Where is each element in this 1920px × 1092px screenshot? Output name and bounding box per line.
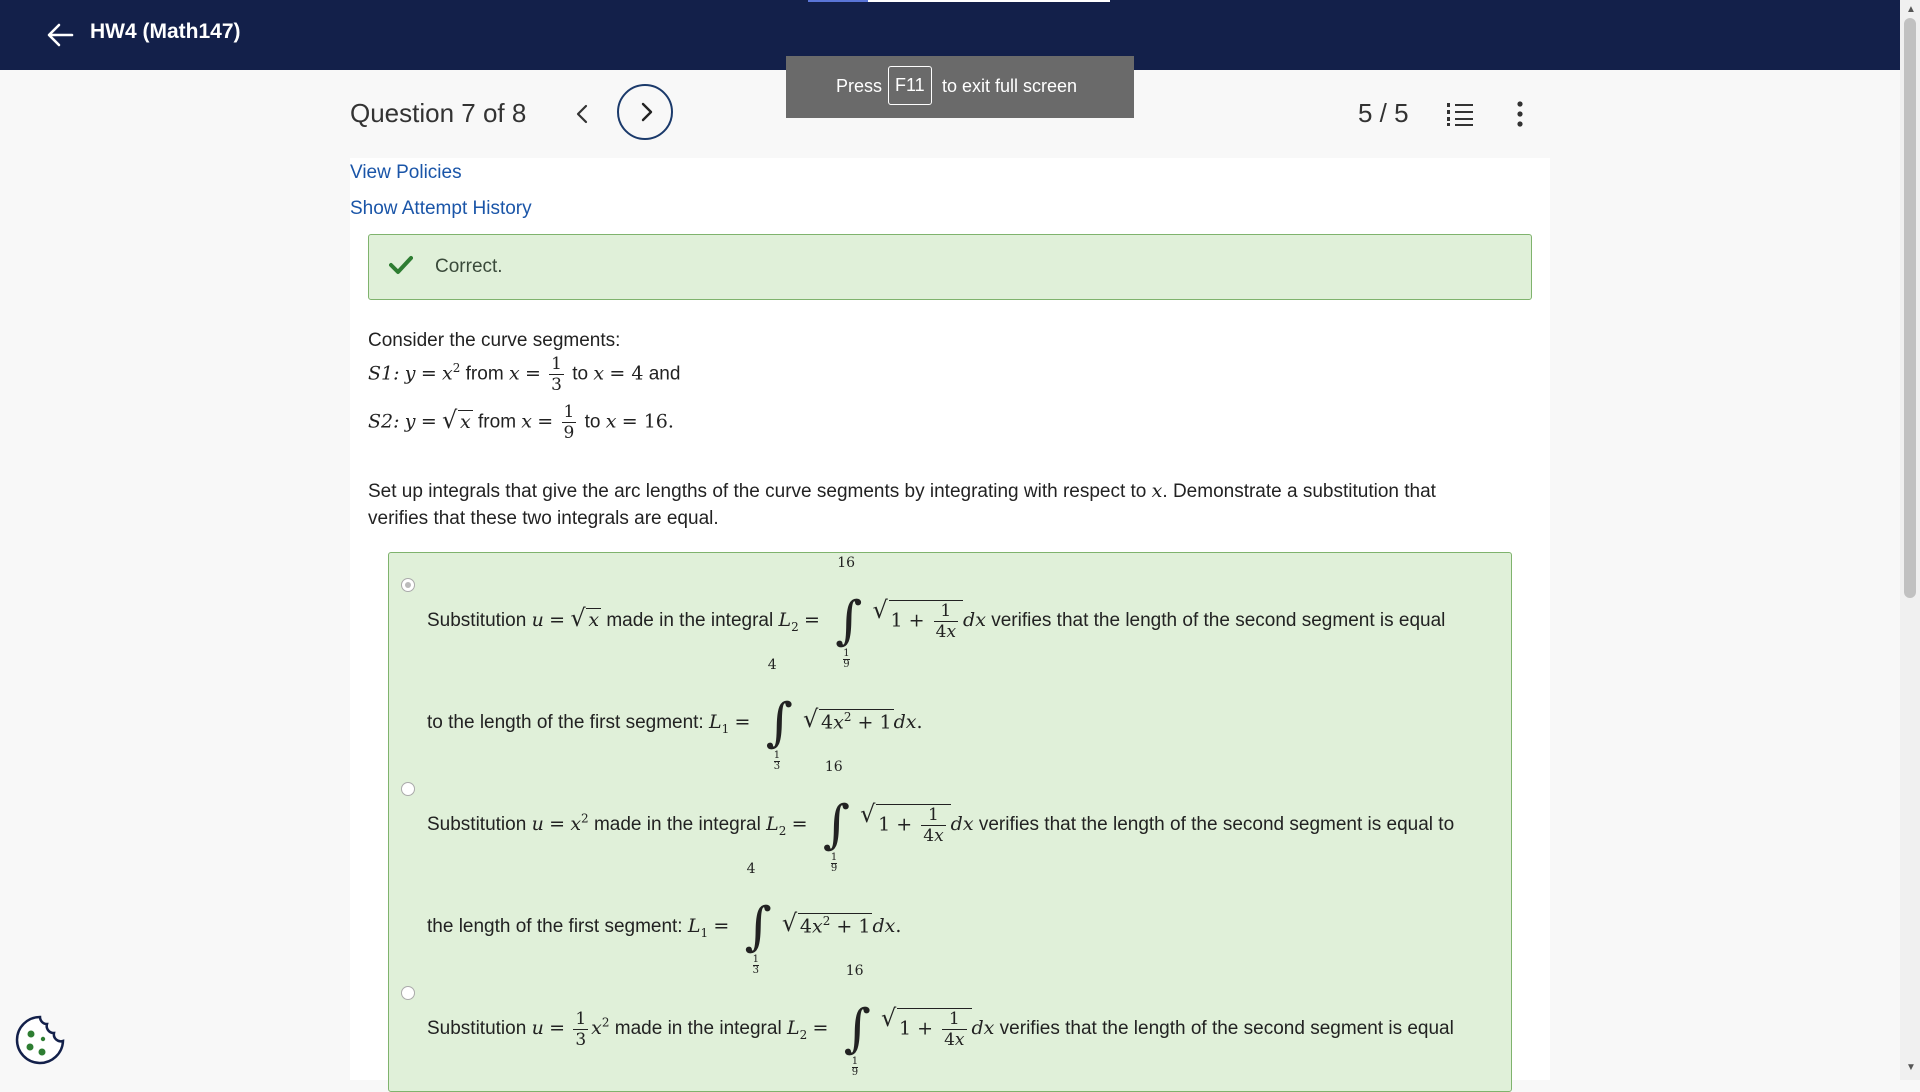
s1-to: to: [572, 363, 589, 385]
s2-from: from: [478, 411, 517, 433]
option-2-line1[interactable]: Substitution $u = x^2$ made in the integral $L_2$ = 16 ∫ 1 9 √ 1 + $\frac{1}{4x}$ dx verifies that the length of the second segment is equal to: [427, 759, 1455, 874]
chevron-right-icon: [634, 100, 658, 124]
option-2-line2[interactable]: the length of the first segment: $L_1$ = 4 ∫ 1 3 √ $4x^2 + 1$ dx.: [427, 861, 902, 976]
cookie-settings-icon[interactable]: [14, 1014, 66, 1066]
feedback-text: Correct.: [435, 256, 503, 277]
s1-from: from: [465, 363, 504, 385]
page-scrollbar[interactable]: [1900, 0, 1920, 1080]
view-policies-link[interactable]: View Policies: [350, 162, 462, 183]
score-display: 5 / 5: [1358, 98, 1409, 128]
fullscreen-toast: [786, 56, 1134, 118]
loading-bar: [808, 0, 1110, 2]
question-content: [350, 158, 1550, 1080]
back-arrow-icon[interactable]: [46, 22, 74, 48]
option-1-line2[interactable]: to the length of the first segment: $L_1$ = 4 ∫ 1 3 √ $4x^2 + 1$ dx.: [427, 657, 923, 772]
option-1-line1[interactable]: Substitution u = √ x made in the integral $L_2$ = 16 ∫ 1 9 √ 1 + $\frac{1}{4x}$ dx verifies that the length of the second segment is equal: [427, 555, 1446, 670]
next-question-button[interactable]: [617, 84, 673, 140]
toast-press-text: Press: [836, 76, 883, 96]
s1-label: S1:: [368, 362, 400, 385]
segment-s2: S2: y = √ x from x = $\frac{1}{9}$ to x = 16.: [368, 402, 674, 443]
question-label: Question 7 of 8: [350, 98, 527, 128]
toast-key: F11: [888, 66, 932, 105]
s1-and: and: [648, 363, 681, 385]
checkmark-icon: [389, 255, 413, 275]
more-options-icon[interactable]: [1508, 100, 1532, 128]
assignment-title: HW4 (Math147): [90, 20, 241, 43]
question-prompt-line2: verifies that these two integrals are equal.: [368, 508, 719, 529]
toast-exit-text: to exit full screen: [942, 76, 1078, 96]
question-prompt-line1: Set up integrals that give the arc lengths of the curve segments by integrating with respect to x. Demonstrate a substitution that: [368, 480, 1436, 502]
show-attempt-history-link[interactable]: Show Attempt History: [350, 198, 532, 219]
correct-feedback-banner: [368, 234, 1532, 300]
scroll-up-icon[interactable]: ▲: [1906, 4, 1916, 15]
scroll-down-icon[interactable]: ▼: [1906, 1062, 1916, 1073]
previous-question-button[interactable]: [566, 98, 598, 130]
s2-to: to: [584, 411, 601, 433]
option-3-radio[interactable]: [401, 986, 415, 1000]
question-intro: Consider the curve segments:: [368, 330, 621, 351]
answer-options: [388, 552, 1512, 1092]
segment-s1: S1: $y = x^2$ from x = $\frac{1}{3}$ to x = 4 and: [368, 354, 681, 395]
option-3-line1[interactable]: Substitution u = $\frac{1}{3}$ $x^2$ made in the integral $L_2$ = 16 ∫ 1 9 √ 1 + $\frac{1}{4x}$ dx verifies that the length of the second segment is equal: [427, 963, 1454, 1078]
question-list-icon[interactable]: [1446, 102, 1474, 126]
option-1-radio[interactable]: [401, 578, 415, 592]
option-2-radio[interactable]: [401, 782, 415, 796]
scrollbar-thumb[interactable]: [1904, 18, 1916, 598]
s2-label: S2:: [368, 410, 400, 433]
